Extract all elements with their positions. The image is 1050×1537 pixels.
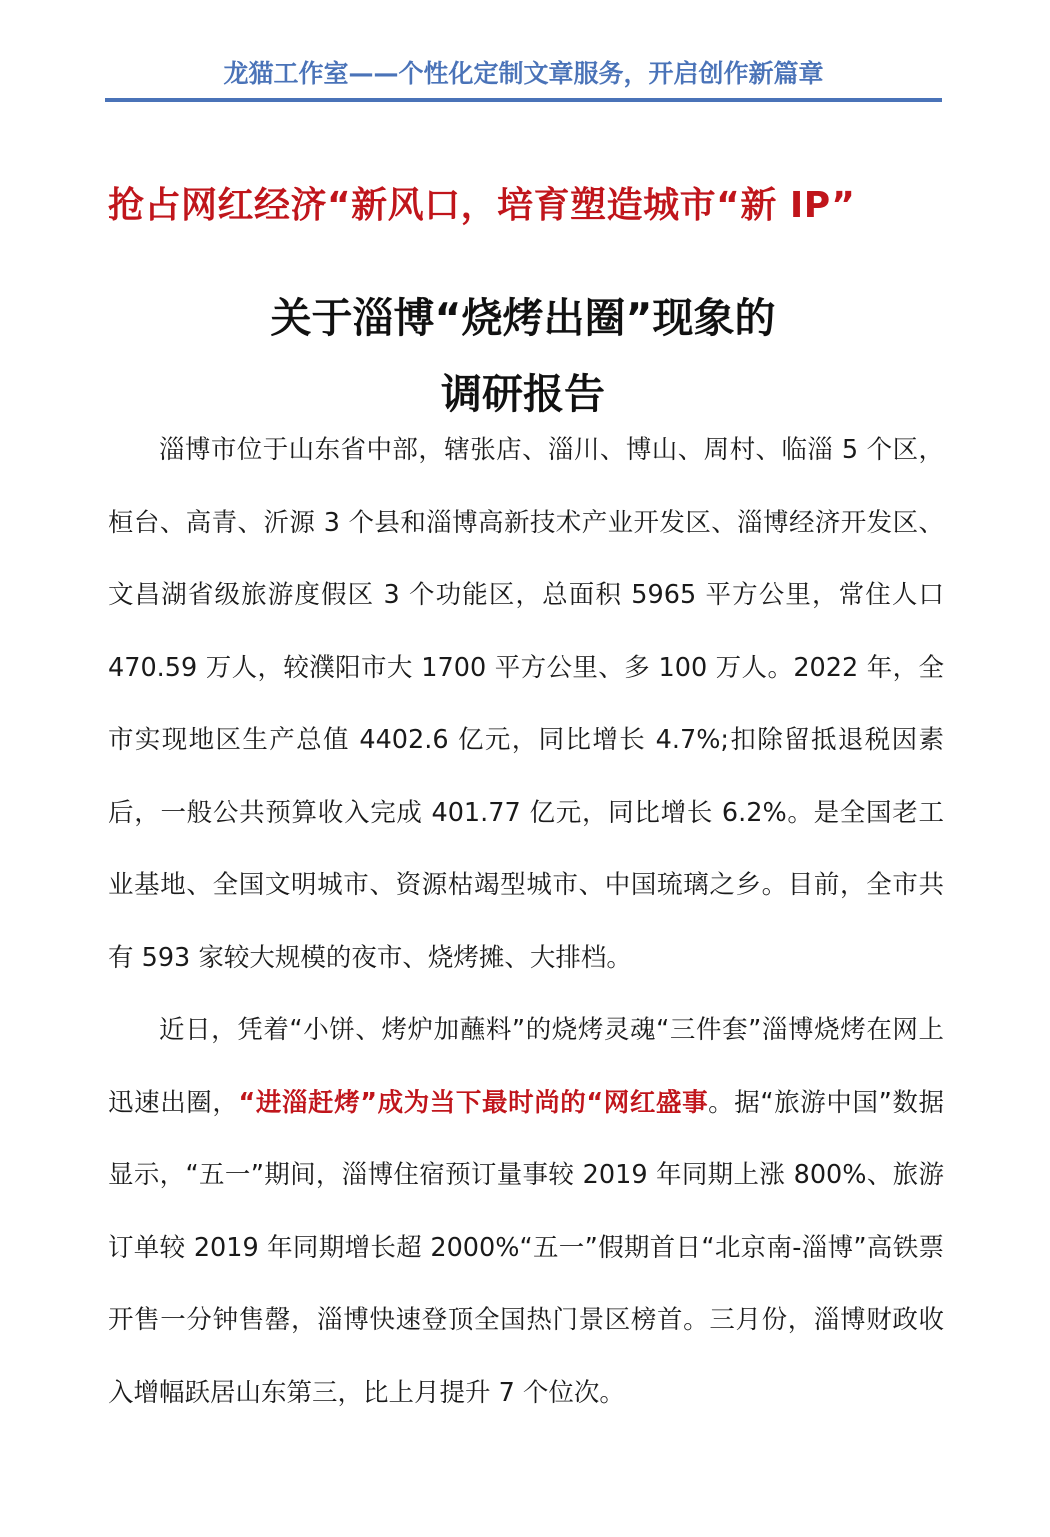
paragraph-2-after: 。据“旅游中国”数据显示，“五一”期间，淄博住宿预订量事较 2019 年同期上涨 800%、旅游订单较 2019 年同期增长超 2000%“五一”假期首日“北京南-淄博”高铁票开售一分钟售罄，淄博快速登顶全国热门景区榜首。三月份，淄博财政收入增幅跃居山东第三，比上月提升 7 个位次。: [108, 1087, 944, 1408]
article-body: [108, 414, 944, 1429]
header-divider: [105, 98, 942, 102]
paragraph-2-before: 近日，凭着“小饼、烤炉加蘸料”的烧烤灵魂“三件套”淄博烧烤在网上迅速出圈，: [108, 1015, 944, 1118]
title-line-2: 调研报告: [441, 370, 605, 418]
header-banner: 龙猫工作室——个性化定制文章服务，开启创作新篇章: [223, 59, 824, 88]
subtitle: 抢占网红经济“新风口，培育塑造城市“新 IP”: [108, 185, 856, 226]
page-title: [108, 280, 938, 432]
paragraph-2: [108, 994, 944, 1429]
paragraph-1: 淄博市位于山东省中部，辖张店、淄川、博山、周村、临淄 5 个区，桓台、高青、沂源 3 个县和淄博高新技术产业开发区、淄博经济开发区、文昌湖省级旅游度假区 3 个功能区，总面积 5965 平方公里，常住人口 470.59 万人，较濮阳市大 1700 平方公里、多 100 万人。2022 年，全市实现地区生产总值 4402.6 亿元，同比增长 4.7%;扣除留抵退税因素后，一般公共预算收入完成 401.77 亿元，同比增长 6.2%。是全国老工业基地、全国文明城市、资源枯竭型城市、中国琉璃之乡。目前，全市共有 593 家较大规模的夜市、烧烤摊、大排档。: [108, 435, 944, 973]
paragraph-2-highlight: “进淄赶烤”成为当下最时尚的“网红盛事: [238, 1087, 709, 1118]
title-line-1: 关于淄博“烧烤出圈”现象的: [270, 294, 776, 342]
